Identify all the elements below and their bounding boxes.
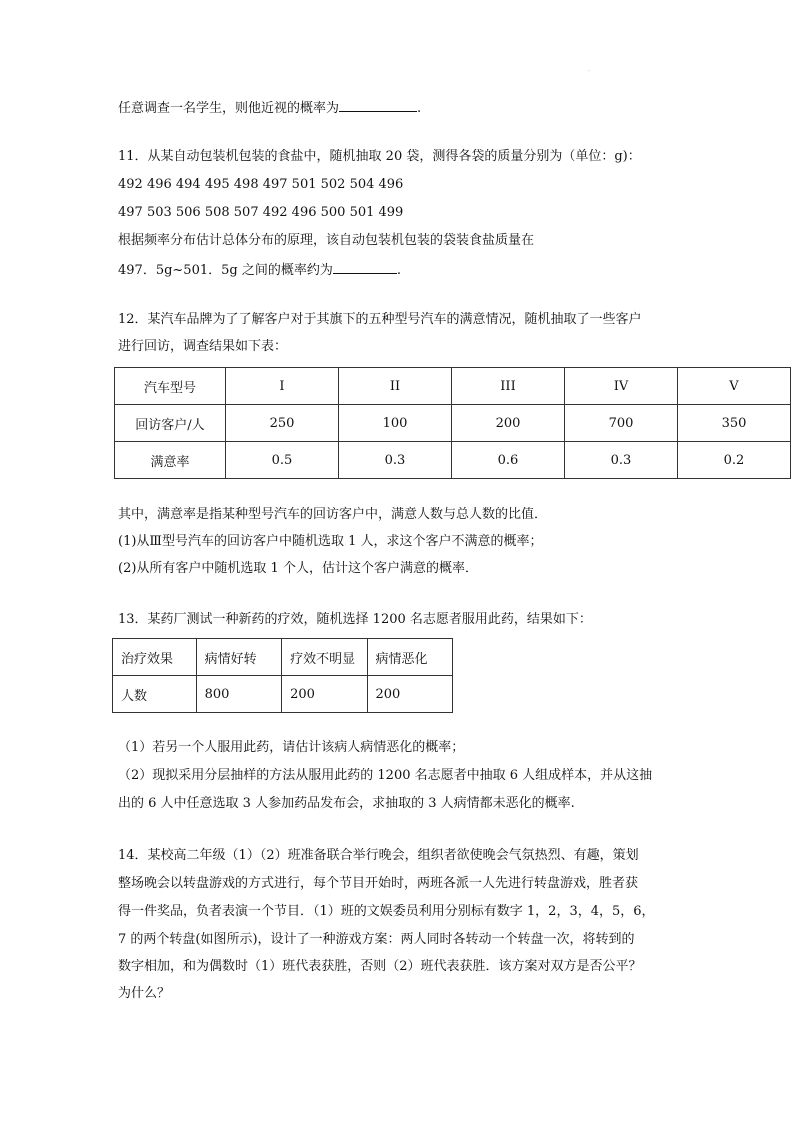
table-header-row [115, 368, 791, 405]
table-cell: 人数 [113, 676, 197, 713]
q11-stem: 11．从某自动包装机包装的食盐中，随机抽取 20 袋，测得各袋的质量分别为（单位：g)： [118, 149, 641, 164]
table-header-cell: 病情好转 [196, 639, 281, 676]
q13-table [112, 638, 453, 713]
table-cell: 0.2 [678, 442, 791, 479]
q10-tail-line [118, 97, 421, 119]
table-row [115, 442, 791, 479]
q11-line-4-text: 497．5g~501．5g 之间的概率约为 [118, 263, 333, 278]
table-header-cell: 治疗效果 [113, 639, 197, 676]
table-cell: 200 [452, 405, 565, 442]
table-cell: 满意率 [115, 442, 226, 479]
q12-stem-1: 12．某汽车品牌为了了解客户对于其旗下的五种型号汽车的满意情况，随机抽取了一些客户 [118, 312, 642, 327]
q14-line-1: 14．某校高二年级（1）（2）班准备联合举行晚会，组织者欲使晚会气氛热烈、有趣，策划 [118, 848, 639, 863]
table-header-cell: 疗效不明显 [282, 639, 367, 676]
q10-tail-text: 任意调查一名学生，则他近视的概率为 [118, 101, 340, 116]
table-header-cell: II [339, 368, 452, 405]
answer-blank[interactable] [333, 259, 397, 274]
q14-line-3: 得一件奖品，负者表演一个节目．（1）班的文娱委员利用分别标有数字 1，2，3，4，5，6， [118, 904, 655, 919]
q11-line-3: 根据频率分布估计总体分布的原理，该自动包装机包装的袋装食盐质量在 [118, 233, 535, 248]
q12-stem-2: 进行回访，调查结果如下表： [118, 339, 288, 354]
table-cell: 800 [196, 676, 281, 713]
table-cell: 0.5 [226, 442, 339, 479]
table-cell: 回访客户/人 [115, 405, 226, 442]
q10-tail-end: . [417, 101, 422, 116]
corner-mark: · [588, 68, 590, 75]
q14-line-5: 数字相加，和为偶数时（1）班代表获胜，否则（2）班代表获胜．该方案对双方是否公平？ [118, 959, 642, 974]
q13-part-1: （1）若另一个人服用此药，请估计该病人病情恶化的概率； [118, 740, 465, 755]
table-header-cell: III [452, 368, 565, 405]
q14-line-4: 7 的两个转盘(如图所示)，设计了一种游戏方案：两人同时各转动一个转盘一次，将转到的 [118, 932, 635, 947]
q12-table [114, 367, 791, 479]
table-header-cell: V [678, 368, 791, 405]
table-header-cell: 病情恶化 [367, 639, 452, 676]
q14-line-6: 为什么？ [118, 986, 171, 1001]
table-header-row [113, 639, 453, 676]
table-header-cell: 汽车型号 [115, 368, 226, 405]
q12-note: 其中，满意率是指某种型号汽车的回访客户中，满意人数与总人数的比值． [118, 507, 548, 522]
table-cell: 0.3 [565, 442, 678, 479]
table-cell: 250 [226, 405, 339, 442]
q13-part-2a: （2）现拟采用分层抽样的方法从服用此药的 1200 名志愿者中抽取 6 人组成样本，并从这抽 [118, 768, 653, 783]
table-header-cell: IV [565, 368, 678, 405]
q11-line-4 [118, 259, 401, 281]
table-row [113, 676, 453, 713]
table-cell: 0.3 [339, 442, 452, 479]
q12-part-2: (2)从所有客户中随机选取 1 个人，估计这个客户满意的概率． [118, 561, 478, 576]
table-cell: 200 [367, 676, 452, 713]
table-header-cell: I [226, 368, 339, 405]
table-cell: 350 [678, 405, 791, 442]
table-cell: 0.6 [452, 442, 565, 479]
table-cell: 700 [565, 405, 678, 442]
q12-part-1: (1)从Ⅲ型号汽车的回访客户中随机选取 1 人，求这个客户不满意的概率； [118, 534, 543, 549]
table-cell: 100 [339, 405, 452, 442]
q14-line-2: 整场晚会以转盘游戏的方式进行，每个节目开始时，两班各派一人先进行转盘游戏，胜者获 [118, 876, 639, 891]
table-cell: 200 [282, 676, 367, 713]
answer-blank[interactable] [339, 97, 417, 112]
q13-stem: 13．某药厂测试一种新药的疗效，随机选择 1200 名志愿者服用此药，结果如下： [118, 612, 592, 627]
q13-part-2b: 出的 6 人中任意选取 3 人参加药品发布会，求抽取的 3 人病情都未恶化的概率. [118, 796, 575, 811]
q11-data-row-2: 497 503 506 508 507 492 496 500 501 499 [118, 205, 404, 220]
q11-data-row-1: 492 496 494 495 498 497 501 502 504 496 [118, 177, 404, 192]
table-row [115, 405, 791, 442]
q11-line-4-end: . [396, 263, 401, 278]
